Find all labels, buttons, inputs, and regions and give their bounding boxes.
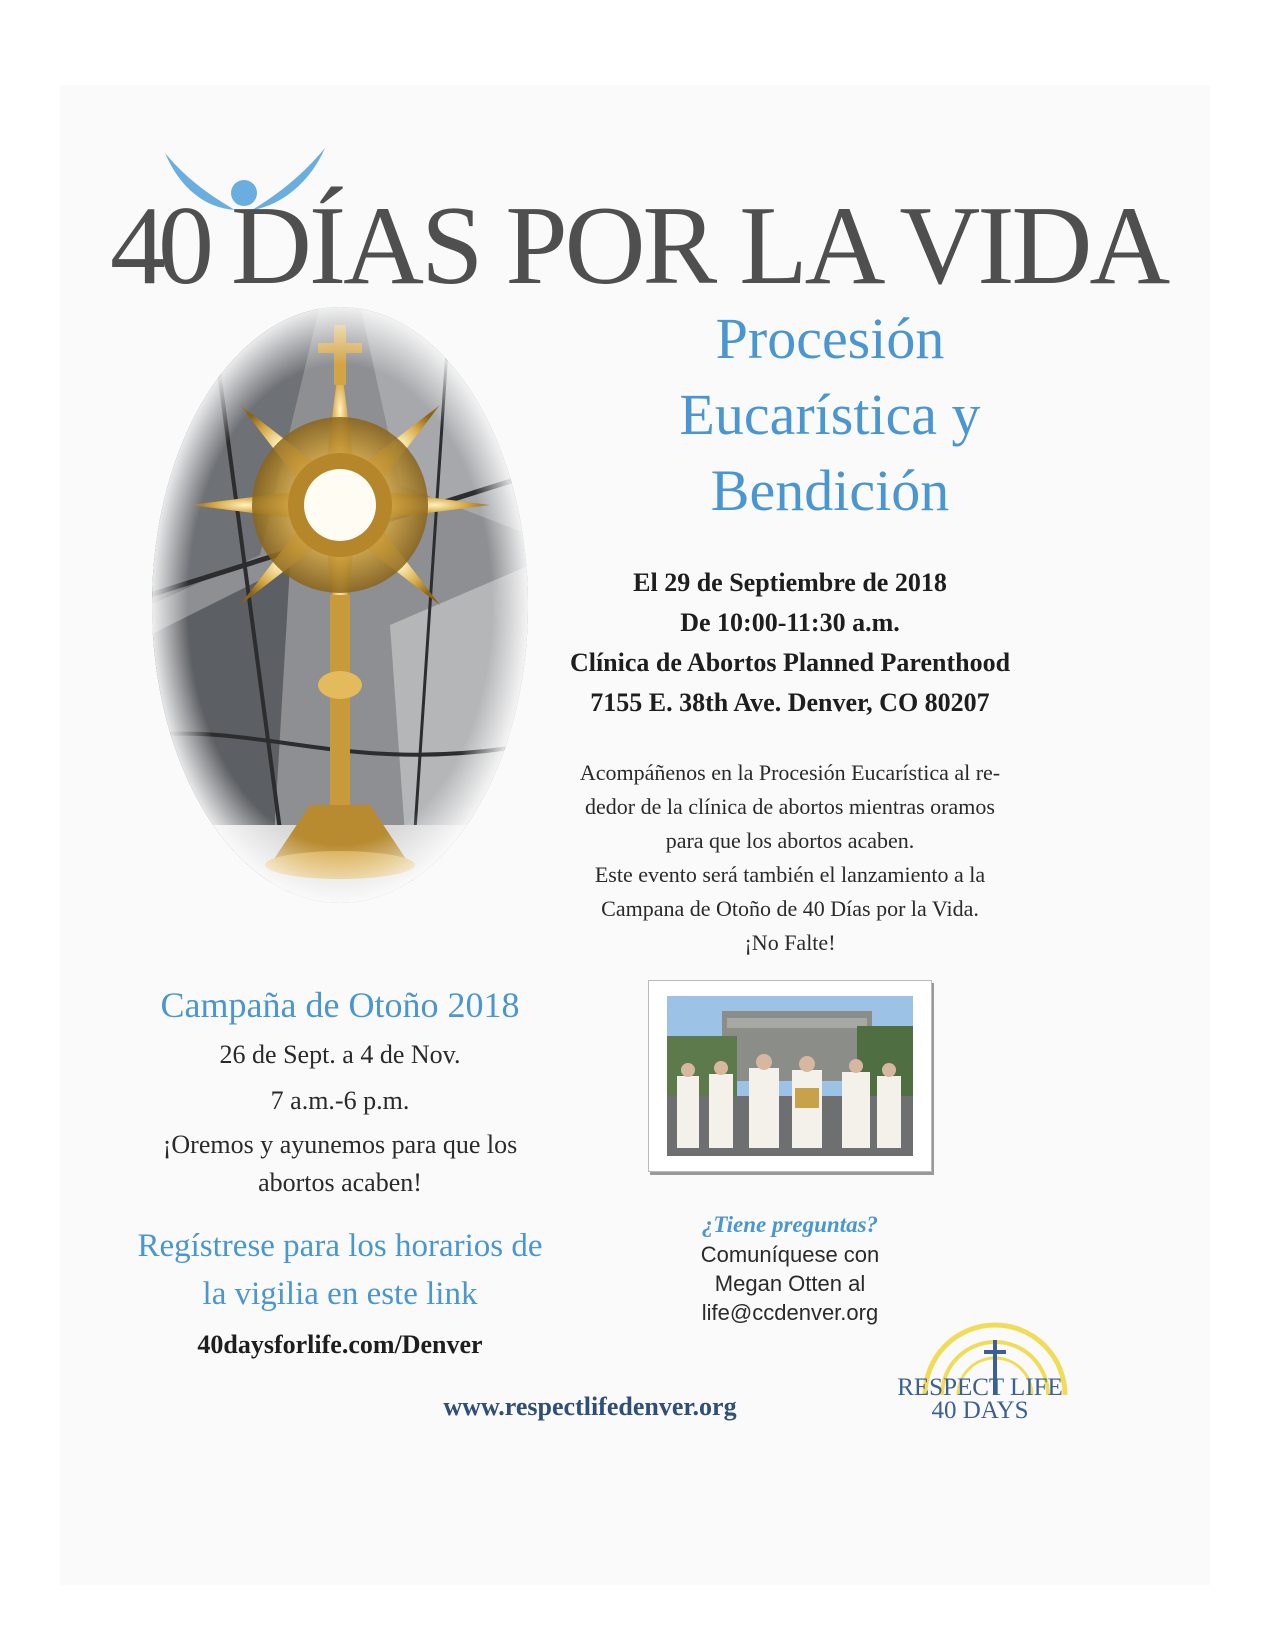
contact-question: ¿Tiene preguntas?: [701, 1212, 879, 1237]
campaign-dates: 26 de Sept. a 4 de Nov.: [219, 1040, 461, 1069]
contact-email[interactable]: life@ccdenver.org: [701, 1300, 879, 1325]
invitation-line-3: para que los abortos acaben.: [665, 828, 915, 853]
event-place: Clínica de Abortos Planned Parenthood: [569, 648, 1011, 677]
headline-line-3: Bendición: [710, 458, 950, 523]
respect-life-subtitle: 40 DAYS: [931, 1397, 1029, 1424]
event-date: El 29 de Septiembre de 2018: [633, 568, 947, 597]
procession-photo: [667, 996, 913, 1156]
contact-line-2: Megan Otten al: [714, 1271, 866, 1296]
monstrance-image: [150, 305, 530, 905]
headline-line-1: Procesión: [715, 306, 945, 371]
logo-text: DÍAS POR LA VIDA: [231, 184, 1168, 308]
invitation-line-1: Acompáñenos en la Procesión Eucarística al re-: [579, 760, 1001, 785]
event-time: De 10:00-11:30 a.m.: [680, 608, 900, 637]
campaign-prayer-1: ¡Oremos y ayunemos para que los: [162, 1130, 518, 1159]
campaign-hours: 7 a.m.-6 p.m.: [270, 1086, 410, 1115]
invitation-line-2: dedor de la clínica de abortos mientras oramos: [585, 794, 995, 819]
invitation-line-4: Este evento será también el lanzamiento a la: [594, 862, 986, 887]
headline-line-2: Eucarística y: [679, 382, 981, 447]
contact-line-1: Comuníquese con: [700, 1242, 880, 1267]
footer-website[interactable]: www.respectlifedenver.org: [443, 1392, 737, 1421]
event-address: 7155 E. 38th Ave. Denver, CO 80207: [590, 688, 990, 717]
procession-photo-frame: [648, 980, 932, 1172]
respect-life-title: RESPECT LIFE: [897, 1374, 1063, 1401]
register-line-2: la vigilia en este link: [202, 1276, 478, 1312]
campaign-title: Campaña de Otoño 2018: [160, 985, 520, 1025]
invitation-line-6: ¡No Falte!: [744, 930, 836, 955]
register-line-1: Regístrese para los horarios de: [137, 1228, 543, 1264]
logo-title: [110, 184, 1168, 310]
logo-number: 40: [110, 184, 206, 308]
campaign-prayer-2: abortos acaben!: [258, 1168, 422, 1197]
register-link[interactable]: 40daysforlife.com/Denver: [197, 1330, 483, 1359]
invitation-line-5: Campana de Otoño de 40 Días por la Vida.: [601, 896, 979, 921]
